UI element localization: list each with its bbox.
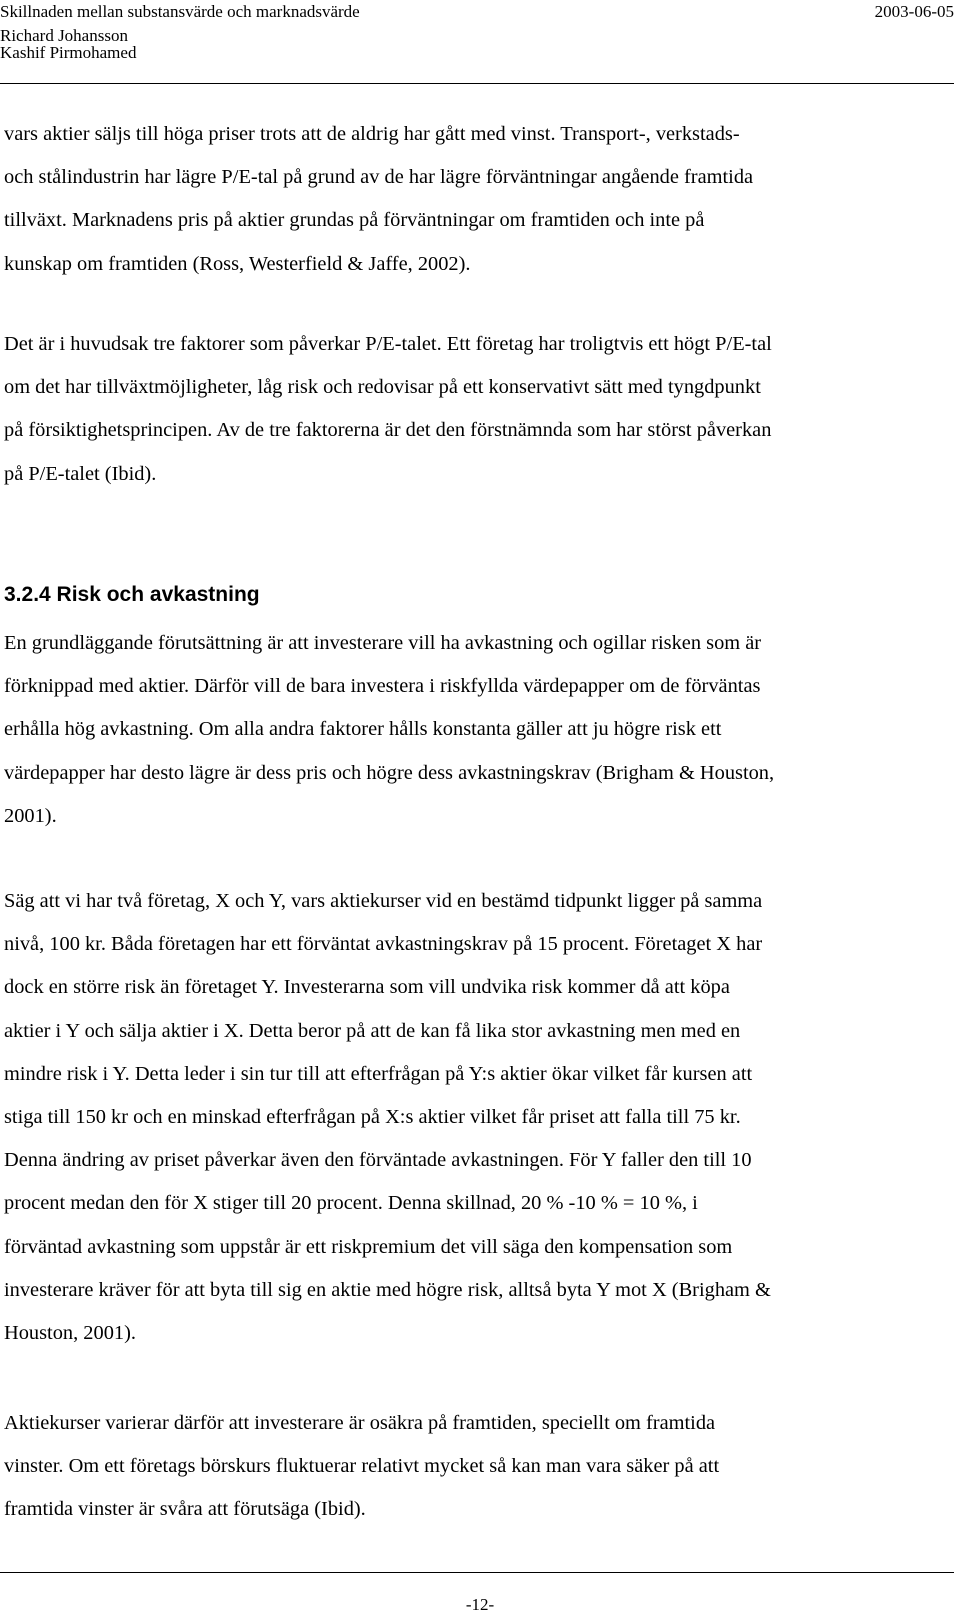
paragraph-line: investerare kräver för att byta till sig en aktie med högre risk, alltså byta Y mot X (Brigham & bbox=[4, 1278, 771, 1301]
paragraph-line: förknippad med aktier. Därför vill de bara investera i riskfyllda värdepapper om de förväntas bbox=[4, 675, 761, 698]
paragraph-line: på P/E-talet (Ibid). bbox=[4, 462, 157, 485]
section-heading: 3.2.4 Risk och avkastning bbox=[4, 583, 260, 606]
paragraph-line: tillväxt. Marknadens pris på aktier grundas på förväntningar om framtiden och inte på bbox=[4, 209, 705, 232]
paragraph-pe-factors bbox=[4, 323, 960, 496]
footer-divider bbox=[0, 1572, 954, 1573]
paragraph-line: nivå, 100 kr. Båda företagen har ett förväntat avkastningskrav på 15 procent. Företaget X har bbox=[4, 933, 763, 956]
paragraph-line: Det är i huvudsak tre faktorer som påverkar P/E-talet. Ett företag har troligtvis ett högt P/E-tal bbox=[4, 333, 772, 355]
paragraph-line: förväntad avkastning som uppstår är ett riskpremium det vill säga den kompensation som bbox=[4, 1235, 733, 1258]
paragraph-line: framtida vinster är svåra att förutsäga (Ibid). bbox=[4, 1498, 366, 1521]
page-header bbox=[0, 0, 956, 84]
author-name: Richard Johansson bbox=[0, 26, 128, 45]
header-divider bbox=[0, 83, 954, 84]
paragraph-line: procent medan den för X stiger till 20 procent. Denna skillnad, 20 % -10 % = 10 %, i bbox=[4, 1192, 698, 1215]
paragraph-pe-industries bbox=[4, 113, 960, 286]
paragraph-line: erhålla hög avkastning. Om alla andra faktorer hålls konstanta gäller att ju högre risk ett bbox=[4, 718, 722, 741]
paragraph-line: Houston, 2001). bbox=[4, 1322, 136, 1345]
paragraph-line: om det har tillväxtmöjligheter, låg risk och redovisar på ett konservativt sätt med tyngdpunkt bbox=[4, 376, 761, 399]
paragraph-line: Säg att vi har två företag, X och Y, vars aktiekurser vid en bestämd tidpunkt ligger på samma bbox=[4, 890, 763, 912]
author-name: Kashif Pirmohamed bbox=[0, 43, 137, 62]
paragraph-share-prices bbox=[4, 1402, 960, 1532]
paragraph-line: och stålindustrin har lägre P/E-tal på grund av de har lägre förväntningar angående framtida bbox=[4, 166, 754, 189]
paragraph-line: stiga till 150 kr och en minskad efterfrågan på X:s aktier vilket får priset att falla till 75 kr. bbox=[4, 1106, 741, 1129]
paragraph-line: värdepapper har desto lägre är dess pris och högre dess avkastningskrav (Brigham & Houston, bbox=[4, 761, 775, 784]
paragraph-line: aktier i Y och sälja aktier i X. Detta beror på att de kan få lika stor avkastning men med en bbox=[4, 1019, 741, 1042]
paragraph-risk-return bbox=[4, 622, 960, 838]
paragraph-line: vinster. Om ett företags börskurs fluktuerar relativt mycket så kan man vara säker på att bbox=[4, 1455, 720, 1478]
paragraph-line: Aktiekurser varierar därför att investerare är osäkra på framtiden, speciellt om framtida bbox=[4, 1412, 716, 1434]
paragraph-example-x-y bbox=[4, 880, 960, 1355]
paragraph-line: på försiktighetsprincipen. Av de tre faktorerna är det den förstnämnda som har störst påverkan bbox=[4, 419, 772, 442]
paragraph-line: 2001). bbox=[4, 804, 57, 827]
paragraph-line: vars aktier säljs till höga priser trots att de aldrig har gått med vinst. Transport-, verkstads- bbox=[4, 123, 740, 145]
page-number: -12- bbox=[465, 1595, 495, 1614]
paragraph-line: mindre risk i Y. Detta leder i sin tur till att efterfrågan på Y:s aktier ökar vilket får kursen att bbox=[4, 1062, 753, 1085]
document-title: Skillnaden mellan substansvärde och marknadsvärde bbox=[0, 2, 360, 21]
paragraph-line: En grundläggande förutsättning är att investerare vill ha avkastning och ogillar risken som är bbox=[4, 632, 762, 654]
paragraph-line: dock en större risk än företaget Y. Investerarna som vill undvika risk kommer då att köpa bbox=[4, 976, 730, 999]
paragraph-line: Denna ändring av priset påverkar även den förväntade avkastningen. För Y faller den till 10 bbox=[4, 1149, 752, 1172]
document-date: 2003-06-05 bbox=[874, 2, 954, 21]
paragraph-line: kunskap om framtiden (Ross, Westerfield & Jaffe, 2002). bbox=[4, 252, 471, 275]
